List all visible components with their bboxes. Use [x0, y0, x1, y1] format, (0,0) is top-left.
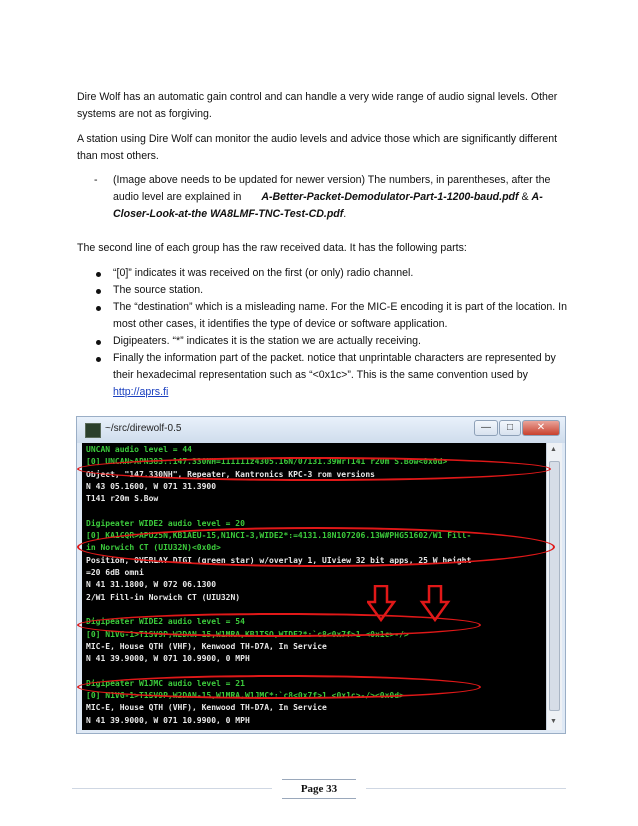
minimize-button[interactable]: — [474, 420, 498, 436]
terminal-line: N 41 31.1800, W 072 06.1300 [86, 580, 217, 590]
terminal-line: Digipeater WIDE2 audio level = 20 [86, 518, 245, 528]
terminal-line: =20 6dB omni [86, 568, 144, 577]
maximize-button[interactable]: □ [499, 420, 521, 436]
terminal-line: [0] UNCAN>APN383::147.330NH=111111z4305.16N/07131.39WrT141 r20m S.Bow<0x0d> [86, 457, 448, 467]
bullet-icon [96, 289, 101, 294]
scrollbar[interactable] [546, 443, 562, 730]
note-text: (Image above needs to be updated for newer version) The numbers, in parentheses, after the audio level are explained in A-Better-Packet-Demodulator-Part-1-1200-baud.pdf & A-Closer-Look-at-the WA8LMF-TNC-Test-CD.pdf. [113, 174, 551, 220]
bullet-icon [96, 272, 101, 277]
down-arrow-icon [422, 586, 448, 620]
terminal-line: N 41 39.9000, W 071 10.9900, 0 MPH [86, 715, 250, 725]
scroll-down-icon[interactable]: ▼ [550, 718, 557, 725]
bullet-icon [96, 357, 101, 362]
highlight-oval [77, 457, 551, 481]
terminal-icon [85, 423, 101, 438]
window-title: ~/src/direwolf-0.5 [105, 423, 182, 434]
window-titlebar [77, 417, 565, 443]
terminal-line: [0] N1VG-1>T1SV9P,W2DAN-15,W1MRA,KB1TSO,WIDE2*:`c8<0x7f>1 <0x1c>-/> [86, 629, 409, 639]
terminal-line: T141 r20m S.Bow [86, 494, 159, 504]
scroll-up-icon[interactable]: ▲ [550, 446, 557, 453]
aprs-link[interactable]: http://aprs.fi [113, 386, 169, 398]
terminal-line: N 41 39.9000, W 071 10.9900, 0 MPH [86, 654, 250, 664]
terminal-line: [0] N1VG-1>T1SV9P,W2DAN-15,W1MRA,W1JMC*:`c8<0x7f>1 <0x1c>-/><0x0d> [86, 691, 404, 700]
paragraph-agc: Dire Wolf has an automatic gain control and can handle a very wide range of audio signal levels. Other systems are not as forgiving. [77, 91, 558, 120]
terminal-line: Object, "147.330NH", Repeater, Kantronics KPC-3 rom versions [86, 469, 375, 479]
terminal-screenshot [76, 416, 566, 734]
highlight-oval [77, 527, 555, 567]
footer-rule-left [72, 788, 272, 789]
down-arrow-icon [368, 586, 394, 620]
terminal-line: MIC-E, House QTH (VHF), Kenwood TH-D7A, In Service [86, 641, 327, 651]
terminal-line: 2/W1 Fill-in Norwich CT (UIU32N) [86, 592, 241, 602]
terminal-line: Digipeater W1JMC audio level = 21 [86, 678, 245, 688]
footer-rule-right [366, 788, 566, 789]
terminal-line: Digipeater WIDE2 audio level = 54 [86, 617, 245, 627]
terminal-line: N 43 05.1600, W 071 31.3900 [86, 481, 217, 491]
paragraph-second-line: The second line of each group has the raw received data. It has the following parts: [77, 242, 467, 254]
doc-link-1[interactable]: A-Better-Packet-Demodulator-Part-1-1200-baud.pdf [261, 191, 519, 203]
paragraph-monitor: A station using Dire Wolf can monitor the audio levels and advice those which are significantly different than most others. [77, 133, 558, 162]
doc-link-2[interactable]: A-Closer-Look-at-the WA8LMF-TNC-Test-CD.pdf [113, 191, 543, 220]
bullet-icon [96, 306, 101, 311]
note-dash: - [94, 174, 98, 186]
scroll-thumb[interactable] [549, 461, 560, 711]
close-button[interactable]: ✕ [522, 420, 560, 436]
terminal-line: in Norwich CT (UIU32N)<0x0d> [86, 543, 221, 553]
red-arrows [367, 585, 477, 625]
terminal-line: Position, OVERLAY DIGI (green star) w/overlay 1, UIview 32 bit apps, 25 W height [86, 555, 472, 565]
page-number: Page 33 [282, 779, 356, 799]
bullet-icon [96, 340, 101, 345]
highlight-oval [77, 675, 481, 699]
terminal-line: MIC-E, House QTH (VHF), Kenwood TH-D7A, In Service [86, 703, 327, 713]
terminal-line: UNCAN audio level = 44 [86, 445, 192, 454]
terminal-line: [0] KA1CQR>APU25N,KB1AEU-15,N1NCI-3,WIDE2*:=4131.18N107206.13W#PHG51602/W1 Fill- [86, 531, 472, 541]
